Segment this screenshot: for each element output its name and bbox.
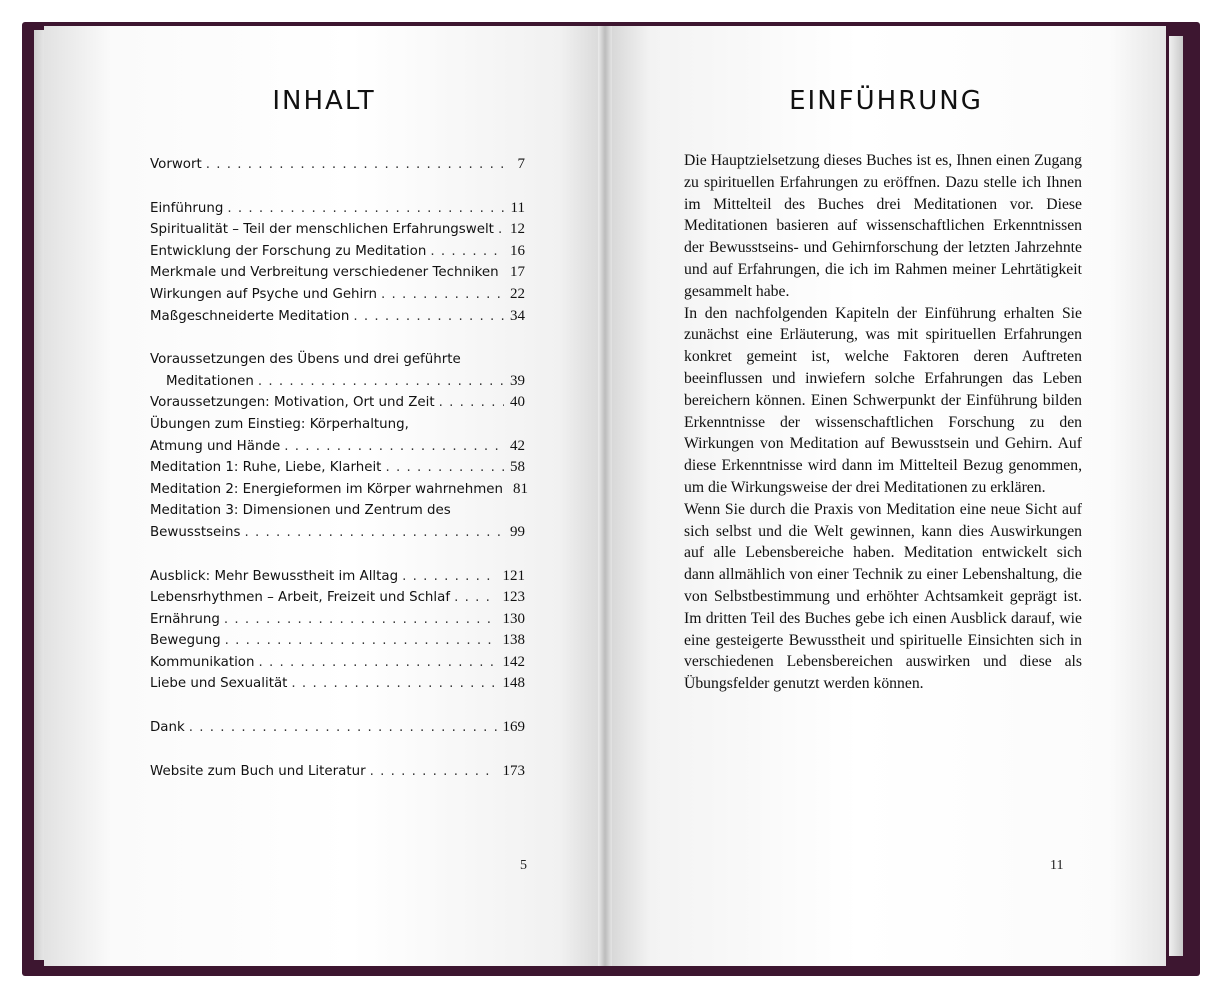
paragraph: In den nachfolgenden Kapiteln der Einführung erhalten Sie zunächst eine Erläuterung, was mit spirituellen Erfahrungen konkret gemeint ist, welche Faktoren deren Auftreten beeinflussen und inwiefern solche Erfahrungen das Leben bereichern können. Einen Schwerpunkt der Einführung bilden Erkenntnisse der wissenschaftlichen Forschung zu den Wirkungen von Meditation auf Bewusstsein und Gehirn. Auf diese Erkenntnisse wird dann im Mittelteil Bezug genommen, um die Wirkungsweise der drei Meditationen zu erklären. xyxy=(684,304,1082,496)
toc-entry[interactable] xyxy=(150,154,525,176)
toc-leader-dots xyxy=(221,630,497,652)
toc-entry-page: 12 xyxy=(510,221,525,238)
toc-section xyxy=(150,717,525,739)
toc-entry[interactable] xyxy=(150,609,525,631)
toc-entry-page: 11 xyxy=(510,199,525,216)
toc-entry-page: 81 xyxy=(513,480,529,497)
toc-leader-dots xyxy=(240,522,504,544)
toc-leader-dots xyxy=(426,241,504,263)
toc-entry-title: Lebensrhythmen – Arbeit, Freizeit und Schlaf xyxy=(150,590,451,606)
toc-section xyxy=(150,566,525,696)
toc-entry-page: 42 xyxy=(510,437,525,454)
toc-entry-title: Voraussetzungen: Motivation, Ort und Zeit xyxy=(150,395,435,411)
toc-leader-dots xyxy=(349,306,504,328)
toc-entry[interactable] xyxy=(150,587,525,609)
toc-entry-title: Meditationen xyxy=(166,373,254,389)
right-page-number: 11 xyxy=(1050,858,1064,873)
toc-entry-title: Merkmale und Verbreitung verschiedener Techniken xyxy=(150,265,499,281)
toc-leader-dots xyxy=(254,652,496,674)
toc-entry[interactable] xyxy=(150,241,525,263)
toc-entry-page: 16 xyxy=(510,242,525,259)
toc-entry[interactable] xyxy=(150,717,525,739)
toc-entry-title: Wirkungen auf Psyche und Gehirn xyxy=(150,286,378,302)
toc-entry-title: Meditation 2: Energieformen im Körper wahrnehmen xyxy=(150,481,504,497)
toc-entry[interactable] xyxy=(150,673,525,695)
toc-entry-title: Voraussetzungen des Übens und drei geführte xyxy=(150,352,461,368)
toc-entry[interactable] xyxy=(150,566,525,588)
toc-entry-title: Dank xyxy=(150,720,185,736)
toc-entry-page: 58 xyxy=(510,459,525,476)
left-page-number: 5 xyxy=(520,858,527,873)
toc-entry-page: 138 xyxy=(502,632,525,649)
toc-entry-page: 142 xyxy=(502,653,525,670)
left-page xyxy=(44,26,604,966)
toc-leader-dots xyxy=(450,587,496,609)
toc-entry-title: Bewegung xyxy=(150,633,221,649)
toc-entry[interactable] xyxy=(150,652,525,674)
toc-entry[interactable] xyxy=(150,306,525,328)
chapter-heading: EINFÜHRUNG xyxy=(789,86,983,116)
toc-section xyxy=(150,154,525,176)
toc-leader-dots xyxy=(202,154,512,176)
toc-entry-page: 148 xyxy=(502,675,525,692)
toc-entry[interactable] xyxy=(150,479,529,501)
toc-entry-page: 39 xyxy=(510,372,525,389)
toc-entry-page: 7 xyxy=(517,156,525,172)
toc-entry-title: Meditation 3: Dimensionen und Zentrum des xyxy=(150,503,451,519)
toc-leader-dots xyxy=(435,392,504,414)
toc-entry-title: Liebe und Sexualität xyxy=(150,676,288,692)
book-gutter xyxy=(598,26,612,966)
toc-entry-title: Maßgeschneiderte Meditation xyxy=(150,308,350,324)
toc-entry-title: Übungen zum Einstieg: Körperhaltung, xyxy=(150,416,409,432)
toc-entry-title: Vorwort xyxy=(150,157,202,172)
toc-entry-title: Ausblick: Mehr Bewusstheit im Alltag xyxy=(150,568,399,584)
toc-entry-title: Spiritualität – Teil der menschlichen Erfahrungswelt xyxy=(150,222,494,238)
toc-section xyxy=(150,349,529,543)
toc-leader-dots xyxy=(377,284,504,306)
paragraph: Wenn Sie durch die Praxis von Meditation eine neue Sicht auf sich selbst und die Welt gewinnen, kann dies Auswirkungen auf alle Lebensbereiche haben. Meditation entwickelt sich dann allmählich von einer Technik zu einer Lebenshaltung, die von Selbstbestimmung und erhöhter Achtsamkeit geprägt ist. Im dritten Teil des Buches gebe ich einen Ausblick darauf, wie eine gesteigerte Bewusstheit und spirituelle Einsichten sich in verschiedenen Lebensbereichen auswirken und diese als Übungsfelder genutzt werden können. xyxy=(684,500,1082,693)
toc-entry[interactable] xyxy=(150,630,525,652)
right-page xyxy=(606,26,1166,966)
toc-leader-dots xyxy=(254,371,504,393)
toc-section xyxy=(150,761,525,783)
toc-heading: INHALT xyxy=(272,86,376,116)
toc-entry-page: 17 xyxy=(510,264,525,281)
toc-entry-title: Kommunikation xyxy=(150,654,255,670)
toc-entry-page: 130 xyxy=(502,610,525,627)
toc-entry[interactable] xyxy=(150,198,525,220)
toc-entry[interactable] xyxy=(150,219,525,241)
toc-entry-page: 173 xyxy=(502,762,525,779)
toc-leader-dots xyxy=(287,673,496,695)
table-of-contents xyxy=(150,154,529,804)
toc-entry-page: 34 xyxy=(510,307,525,324)
toc-entry-title: Atmung und Hände xyxy=(150,438,281,454)
chapter-body xyxy=(684,150,1082,695)
toc-entry[interactable] xyxy=(150,522,525,544)
toc-leader-dots xyxy=(185,717,497,739)
toc-entry-title: Entwicklung der Forschung zu Meditation xyxy=(150,243,427,259)
toc-entry-title: Einführung xyxy=(150,200,224,216)
toc-entry[interactable] xyxy=(150,284,525,306)
toc-entry-page: 123 xyxy=(502,589,525,606)
toc-entry-title: Website zum Buch und Literatur xyxy=(150,763,366,779)
toc-entry[interactable] xyxy=(150,500,525,522)
toc-entry[interactable] xyxy=(150,262,525,284)
toc-entry[interactable] xyxy=(150,457,525,479)
toc-leader-dots xyxy=(494,219,504,241)
toc-entry[interactable] xyxy=(150,349,525,371)
toc-leader-dots xyxy=(381,457,504,479)
toc-entry[interactable] xyxy=(150,371,525,393)
toc-entry[interactable] xyxy=(150,392,525,414)
toc-leader-dots xyxy=(280,436,504,458)
toc-entry[interactable] xyxy=(150,436,525,458)
toc-entry-page: 40 xyxy=(510,394,525,411)
toc-entry-title: Meditation 1: Ruhe, Liebe, Klarheit xyxy=(150,460,382,476)
toc-entry-title: Ernährung xyxy=(150,611,220,627)
paragraph: Die Hauptzielsetzung dieses Buches ist es, Ihnen einen Zugang zu spirituellen Erfahrungen zu eröffnen. Dazu stelle ich Ihnen im Mittelteil des Buches drei Meditationen vor. Diese Meditationen basieren auf wissenschaftlichen Erkenntnissen der Bewusstseins- und Gehirnforschung der letzten Jahrzehnte und auf Erfahrungen, die ich im Rahmen meiner Lehrtätigkeit gesammelt habe. xyxy=(684,152,1082,300)
toc-entry-page: 99 xyxy=(510,523,525,540)
toc-section xyxy=(150,198,525,328)
toc-entry[interactable] xyxy=(150,414,525,436)
toc-entry-page: 22 xyxy=(510,285,525,302)
toc-leader-dots xyxy=(366,761,497,783)
toc-entry-page: 121 xyxy=(502,567,525,584)
toc-entry[interactable] xyxy=(150,761,525,783)
page-edges-right xyxy=(1169,36,1183,956)
toc-leader-dots xyxy=(398,566,496,588)
toc-entry-page: 169 xyxy=(502,719,525,736)
toc-leader-dots xyxy=(220,609,497,631)
toc-entry-title: Bewusstseins xyxy=(150,524,241,540)
toc-leader-dots xyxy=(223,198,504,220)
